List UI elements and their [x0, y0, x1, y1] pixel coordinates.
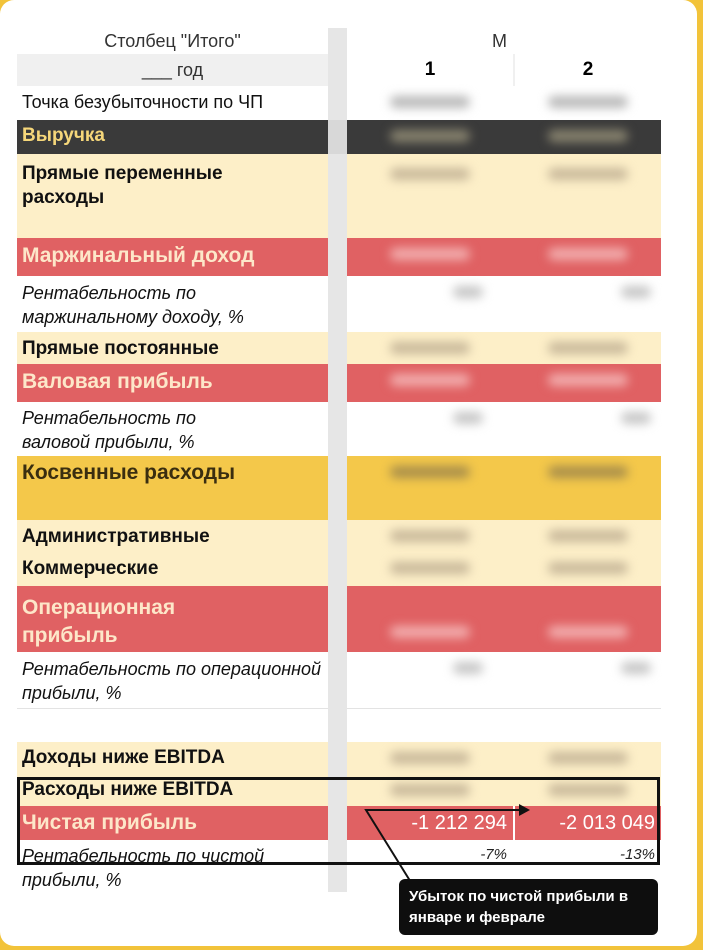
net-margin-value-1: -7%	[480, 846, 507, 863]
row-label: Косвенные расходы	[22, 461, 236, 484]
row-label: Выручка	[22, 125, 105, 146]
row-label: Доходы ниже EBITDA	[22, 747, 225, 768]
row-label: Рентабельность по валовой прибыли, %	[22, 408, 196, 452]
row-label: Коммерческие	[22, 558, 159, 579]
callout-note: Убыток по чистой прибыли в январе и феврале	[399, 879, 658, 935]
net-profit-label: Чистая прибыль	[17, 806, 328, 840]
row-label: Рентабельность по маржинальному доходу, %	[22, 283, 244, 327]
row-label: Прямые постоянные	[22, 338, 219, 359]
row-label: Маржинальный доход	[22, 244, 255, 267]
net-margin-value-2: -13%	[619, 846, 655, 863]
row-label: Валовая прибыль	[22, 370, 213, 393]
row-label: Прямые переменные расходы	[22, 163, 223, 208]
header-col2: 2	[515, 54, 661, 86]
row-label: Расходы ниже EBITDA	[22, 779, 234, 800]
row-label: Административные	[22, 526, 210, 547]
net-margin-label: Рентабельность по чистой прибыли, %	[22, 846, 265, 890]
row-label: Рентабельность по операционной прибыли, %	[22, 659, 322, 703]
net-profit-value-2: -2 013 049	[559, 811, 655, 834]
callout-arrowhead	[519, 804, 530, 816]
header-total-value: М	[492, 30, 507, 51]
header-year-label: ___ год	[141, 59, 204, 80]
net-profit-value-1: -1 212 294	[411, 811, 507, 834]
header-col1: 1	[347, 54, 513, 86]
row-label: Точка безубыточности по ЧП	[22, 92, 264, 112]
callout-arrow-line	[366, 810, 524, 884]
row-label: Операционная прибыль	[22, 596, 176, 647]
header-total-label: Столбец "Итого"	[104, 30, 241, 51]
